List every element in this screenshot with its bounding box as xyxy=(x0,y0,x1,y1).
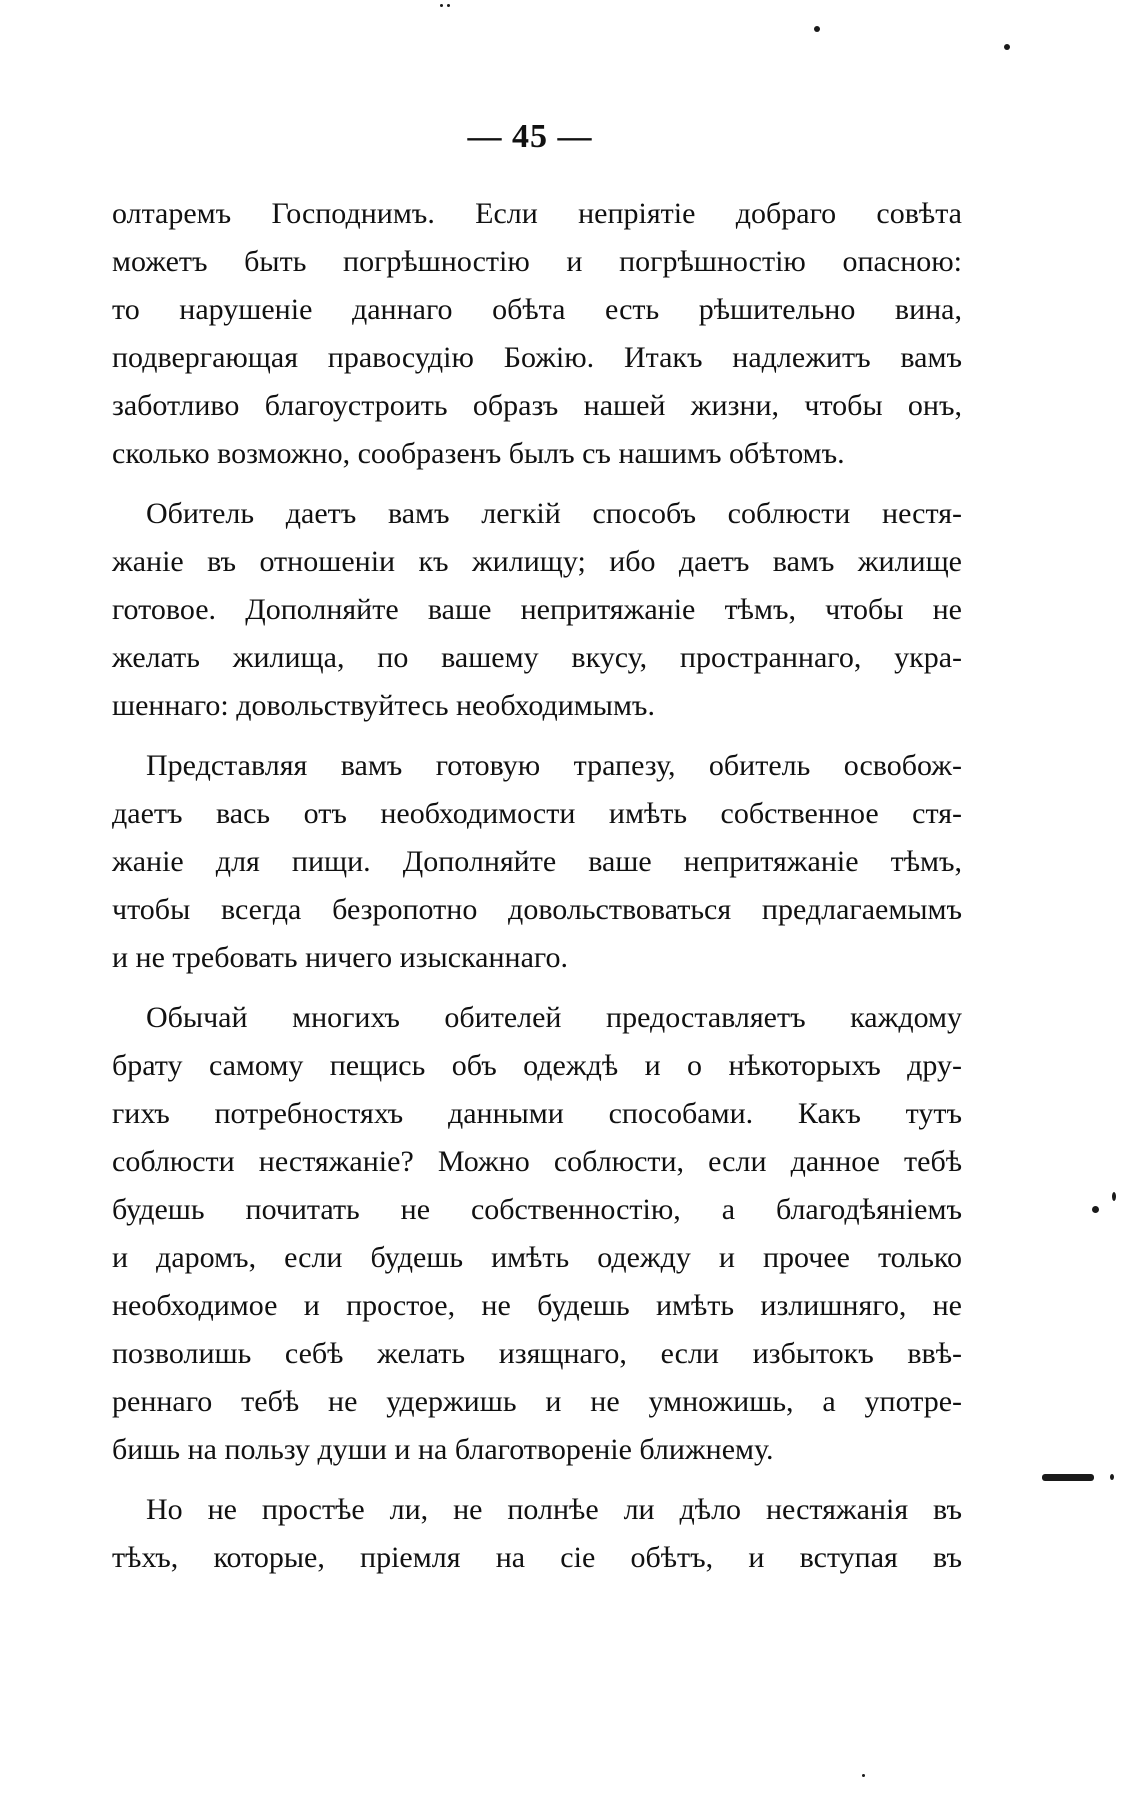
text-line: и даромъ, если будешь имѣть одежду и прочее только xyxy=(112,1241,962,1274)
scan-speck xyxy=(862,1774,865,1777)
text-line: то нарушеніе даннаго обѣта есть рѣшительно вина, xyxy=(112,293,962,326)
paragraph-gap xyxy=(112,730,962,742)
text-line: даетъ вась отъ необходимости имѣть собственное стя- xyxy=(112,797,962,830)
text-line: шеннаго: довольствуйтесь необходимымъ. xyxy=(112,689,655,722)
text-line: Но не простѣе ли, не полнѣе ли дѣло нестяжанія въ xyxy=(146,1493,962,1526)
text-line: реннаго тебѣ не удержишь и не умножишь, а употре- xyxy=(112,1385,962,1418)
scan-speck xyxy=(1004,44,1010,50)
scan-speck xyxy=(440,4,443,7)
text-line: гихъ потребностяхъ данными способами. Какъ тутъ xyxy=(112,1097,962,1130)
paragraph xyxy=(112,190,962,478)
paragraph xyxy=(112,742,962,982)
text-line: соблюсти нестяжаніе? Можно соблюсти, если данное тебѣ xyxy=(112,1145,962,1178)
paragraph xyxy=(112,1486,962,1582)
text-line: брату самому пещись объ одеждѣ и о нѣкоторыхъ дру- xyxy=(112,1049,962,1082)
text-line: Обитель даетъ вамъ легкій способъ соблюсти нестя- xyxy=(146,497,962,530)
page-number: — 45 — xyxy=(467,118,593,155)
scan-speck xyxy=(1110,1474,1114,1480)
text-line: Обычай многихъ обителей предоставляетъ каждому xyxy=(146,1001,962,1034)
text-line: тѣхъ, которые, пріемля на сіе обѣтъ, и вступая въ xyxy=(112,1541,962,1574)
scan-speck xyxy=(447,4,450,7)
paragraph-gap xyxy=(112,1474,962,1486)
text-line: чтобы всегда безропотно довольствоваться предлагаемымъ xyxy=(112,893,962,926)
paragraph-gap xyxy=(112,982,962,994)
text-line: позволишь себѣ желать изящнаго, если избытокъ ввѣ- xyxy=(112,1337,962,1370)
paragraph xyxy=(112,490,962,730)
text-line: необходимое и простое, не будешь имѣть излишняго, не xyxy=(112,1289,962,1322)
text-line: жаніе въ отношеніи къ жилищу; ибо даетъ вамъ жилище xyxy=(112,545,962,578)
scan-speck xyxy=(1112,1192,1116,1201)
text-line: и не требовать ничего изысканнаго. xyxy=(112,941,568,974)
text-line: бишь на пользу души и на благотвореніе ближнему. xyxy=(112,1433,774,1466)
text-line: будешь почитать не собственностію, а благодѣяніемъ xyxy=(112,1193,962,1226)
text-line: жаніе для пищи. Дополняйте ваше непритяжаніе тѣмъ, xyxy=(112,845,962,878)
scan-speck xyxy=(814,26,820,32)
text-line: сколько возможно, сообразенъ былъ съ нашимъ обѣтомъ. xyxy=(112,437,845,470)
text-line: готовое. Дополняйте ваше непритяжаніе тѣмъ, чтобы не xyxy=(112,593,962,626)
text-line: желать жилища, по вашему вкусу, пространнаго, укра- xyxy=(112,641,962,674)
scan-dash-mark xyxy=(1042,1474,1094,1481)
text-line: олтаремъ Господнимъ. Если непріятіе добраго совѣта xyxy=(112,197,962,230)
scan-speck xyxy=(1092,1206,1099,1213)
paragraph-gap xyxy=(112,478,962,490)
text-line: Представляя вамъ готовую трапезу, обитель освобож- xyxy=(146,749,962,782)
body-text xyxy=(112,190,962,1582)
text-line: подвергающая правосудію Божію. Итакъ надлежитъ вамъ xyxy=(112,341,962,374)
text-line: заботливо благоустроить образъ нашей жизни, чтобы онъ, xyxy=(112,389,962,422)
paragraph xyxy=(112,994,962,1474)
text-line: можетъ быть погрѣшностію и погрѣшностію опасною: xyxy=(112,245,962,278)
